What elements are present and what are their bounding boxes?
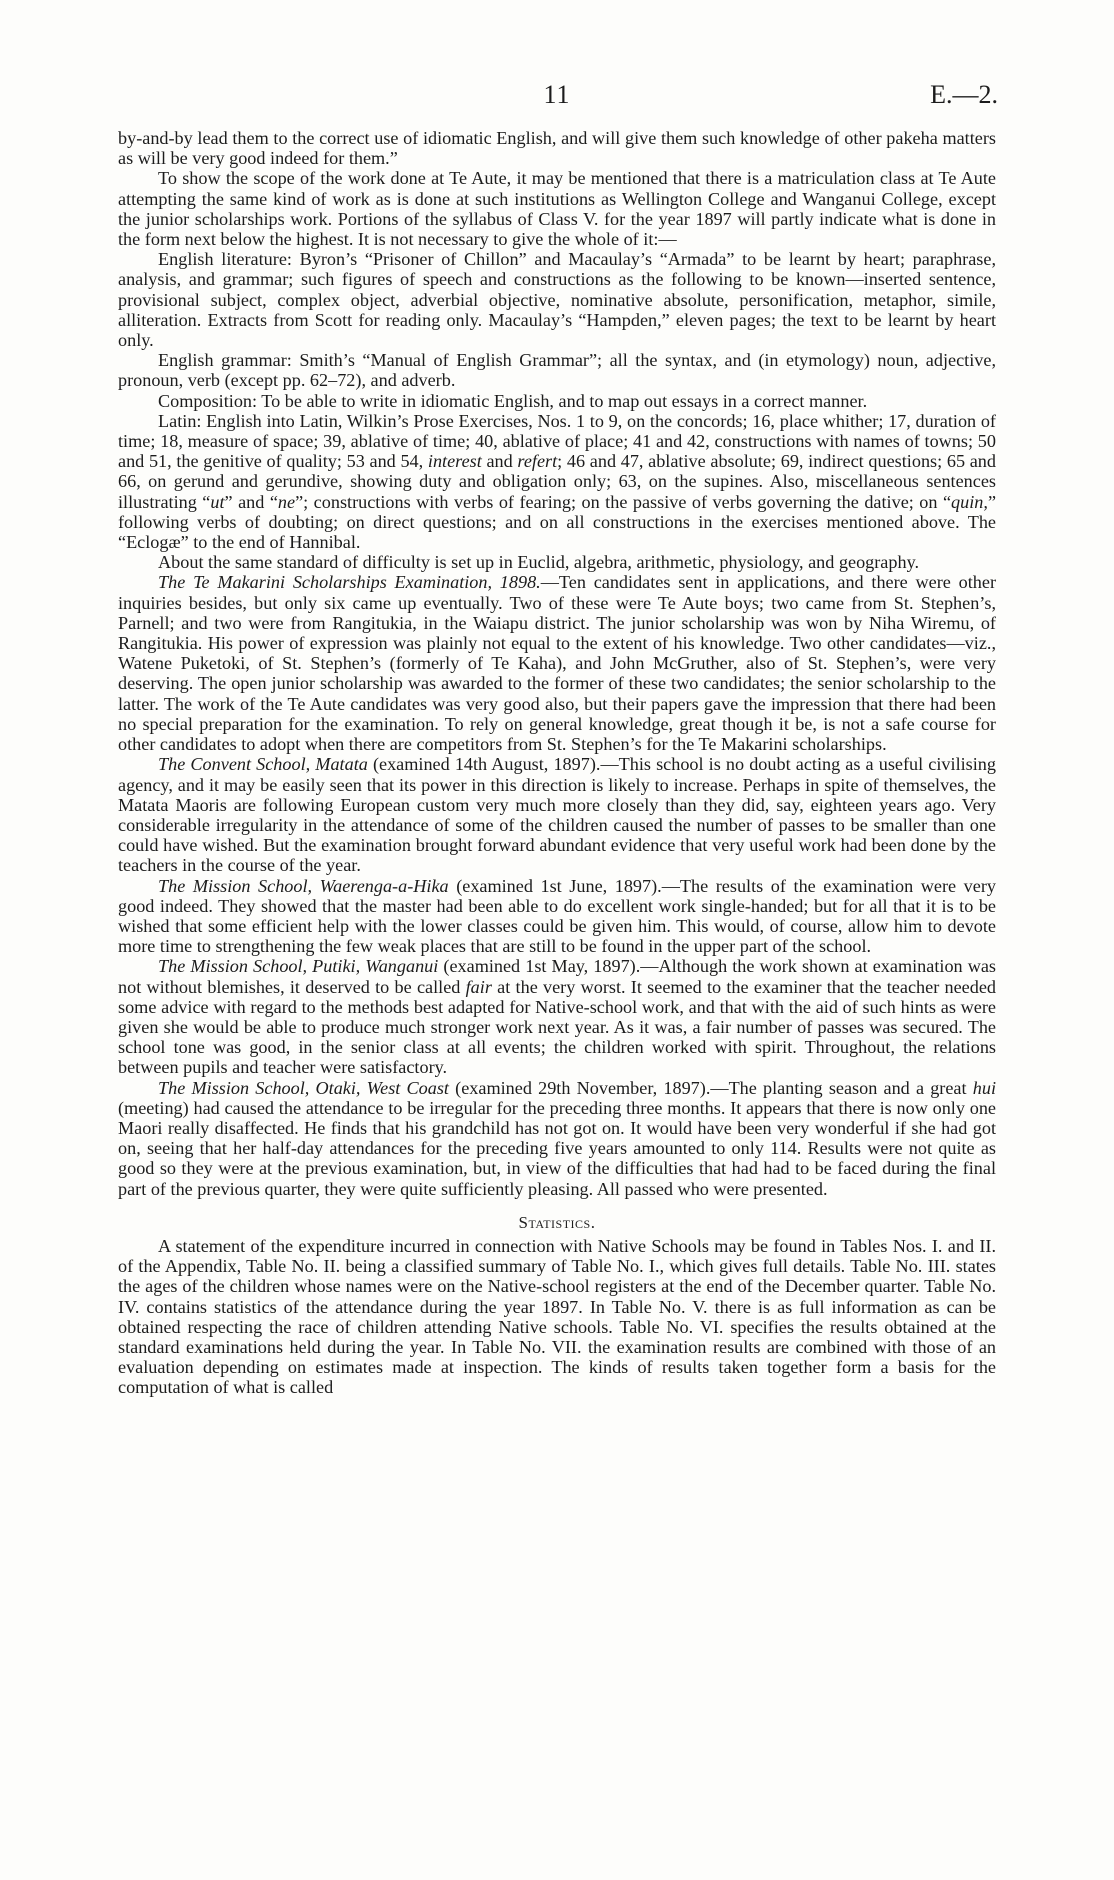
latin-text-b: ; 46 and 47, ablative absolute; 69, indirect questions; 65 and 66, on gerund and gerundive, showing duty and obligation only; 63, on the supines. Also, miscellaneous sentences illustrating “ [118, 451, 996, 512]
paragraph-english-grammar: English grammar: Smith’s “Manual of English Grammar”; all the syntax, and (in etymology) noun, adjective, pronoun, verb (except pp. 62–72), and adverb. [118, 350, 996, 391]
latin-text-d: ”; constructions with verbs of fearing; on the passive of verbs governing the dative; on “ [295, 491, 952, 512]
waerenga-body: (examined 1st June, 1897).—The results of the examination were very good indeed. They showed that the master had been able to do excellent work single-handed; but for all that it is to be wished that some efficient help with the lower classes could be given him. This would, of course, allow him to devote more time to strengthening the few weak places that are still to be found in the upper part of the school. [118, 875, 996, 957]
paragraph-other-subjects: About the same standard of difficulty is set up in Euclid, algebra, arithmetic, physiology, and geography. [158, 552, 920, 573]
paragraph-english-literature: English literature: Byron’s “Prisoner of Chillon” and Macaulay’s “Armada” to be learnt by heart; paraphrase, analysis, and grammar; such figures of speech and constructions as the following to be known—inserted sentence, provisional subject, complex object, adverbial objective, nominative absolute, personification, metaphor, simile, alliteration. Extracts from Scott for reading only. Macaulay’s “Hampden,” eleven pages; the text to be learnt by heart only. [118, 249, 996, 351]
paragraph-convent-school [118, 754, 996, 875]
latin-ut: ut [210, 491, 225, 512]
latin-refert: refert [517, 451, 558, 472]
otaki-title: The Mission School, Otaki, West Coast [158, 1077, 449, 1098]
paragraph-te-aute-scope: To show the scope of the work done at Te Aute, it may be mentioned that there is a matriculation class at Te Aute attempting the same kind of work as is done at such institutions as Wellington College and Wanganui College, except the junior scholarships work. Portions of the syllabus of Class V. for the year 1897 will partly indicate what is done in the form next below the highest. It is not necessary to give the whole of it:— [118, 168, 996, 250]
latin-and: and [481, 451, 518, 472]
latin-text-c: ” and “ [224, 491, 278, 512]
statistics-heading: Statistics. [518, 1212, 596, 1232]
paragraph-statistics: A statement of the expenditure incurred in connection with Native Schools may be found in Tables Nos. I. and II. of the Appendix, Table No. II. being a classified summary of Table No. I., which gives full details. Table No. III. states the ages of the children whose names were on the Native-school registers at the end of the December quarter. Table No. IV. contains statistics of the attendance during the year 1897. In Table No. V. there is as full information as can be obtained respecting the race of children attending Native schools. Table No. VI. specifies the results obtained at the standard examinations held during the year. In Table No. VII. the examination results are combined with those of an evaluation depending on estimates made at inspection. The kinds of results taken together form a basis for the computation of what is called [118, 1235, 996, 1398]
paragraph-composition: Composition: To be able to write in idiomatic English, and to map out essays in a correct manner. [158, 390, 868, 411]
latin-quin: quin, [951, 491, 988, 512]
putiki-fair: fair [465, 976, 492, 997]
putiki-title: The Mission School, Putiki, Wanganui [158, 956, 439, 977]
page-number: 11 [543, 80, 571, 109]
paragraph-putiki [118, 956, 996, 1077]
latin-ne: ne [277, 491, 296, 512]
paragraph-latin [118, 411, 996, 552]
otaki-hui: hui [972, 1077, 996, 1098]
putiki-body-a: (examined 1st May, 1897).—Although the work shown at examination was not without blemishes, it deserved to be called [118, 956, 996, 997]
latin-text-a: Latin: English into Latin, Wilkin’s Prose Exercises, Nos. 1 to 9, on the concords; 16, place whither; 17, duration of time; 18, measure of space; 39, ablative of time; 40, ablative of place; 41 and 42, constructions with names of towns; 50 and 51, the genitive of quality; 53 and 54, [118, 410, 996, 472]
convent-school-title: The Convent School, Matata [158, 754, 368, 775]
paragraph-te-makarini [118, 572, 996, 754]
otaki-body-a: (examined 29th November, 1897).—The planting season and a great [448, 1077, 973, 1098]
otaki-body-b: (meeting) had caused the attendance to be irregular for the preceding three months. It appears that there is now only one Maori really disaffected. He finds that his grandchild has not got on. It would have been very wonderful if she had got on, seeing that her half-day attendances for the preceding five years amounted to only 114. Results were not quite as good so they were at the previous examination, but, in view of the difficulties that had had to be faced during the final part of the previous quarter, they were quite sufficiently pleasing. All passed who were presented. [118, 1097, 996, 1199]
report-reference: E.—2. [930, 80, 998, 109]
paragraph-otaki [118, 1078, 996, 1199]
putiki-body-b: at the very worst. It seemed to the examiner that the teacher needed some advice with regard to the methods best adapted for Native-school work, and that with the aid of such hints as were given she would be able to produce much stronger work next year. As it was, a fair number of passes was secured. The school tone was good, in the senior class at all events; the children worked with spirit. Throughout, the relations between pupils and teacher were satisfactory. [118, 976, 997, 1078]
waerenga-title: The Mission School, Waerenga-a-Hika [158, 875, 449, 896]
te-makarini-title: The Te Makarini Scholarships Examination, 1898. [158, 572, 541, 593]
convent-school-body: (examined 14th August, 1897).—This school is no doubt acting as a useful civilising agency, and it may be easily seen that its power in this direction is likely to increase. Perhaps in spite of themselves, the Matata Maoris are following European custom very much more closely than they did, say, eighteen years ago. Very considerable irregularity in the attendance of some of the children caused the number of passes to be smaller than one could have wished. But the examination brought forward abundant evidence that very useful work had been done by the teachers in the course of the year. [118, 754, 996, 876]
latin-text-e: ” following verbs of doubting; on direct questions; and on all constructions in the exercises mentioned above. The “Eclogæ” to the end of Hannibal. [118, 491, 997, 553]
paragraph-waerenga [118, 876, 996, 957]
latin-interest: interest [427, 451, 482, 472]
body-text [118, 128, 996, 1398]
paragraph-continuation: by-and-by lead them to the correct use of idiomatic English, and will give them such knowledge of other pakeha matters as will be very good indeed for them.” [118, 128, 996, 169]
te-makarini-body: —Ten candidates sent in applications, and there were other inquiries besides, but only six came up eventually. Two of these were Te Aute boys; two came from St. Stephen’s, Parnell; and two were from Rangitukia, in the Waiapu district. The junior scholarship was won by Niha Wiremu, of Rangitukia. His power of expression was plainly not equal to the extent of his knowledge. Two other candidates—viz., Watene Puketoki, of St. Stephen’s (formerly of Te Kaha), and John McGruther, also of St. Stephen’s, were very deserving. The open junior scholarship was awarded to the former of these two candidates; the senior scholarship to the latter. The work of the Te Aute candidates was very good also, but their papers gave the impression that there had been no special preparation for the examination. To rely on general knowledge, great though it be, is not a safe course for other candidates to adopt when there are competitors from St. Stephen’s for the Te Makarini scholarships. [118, 572, 996, 755]
